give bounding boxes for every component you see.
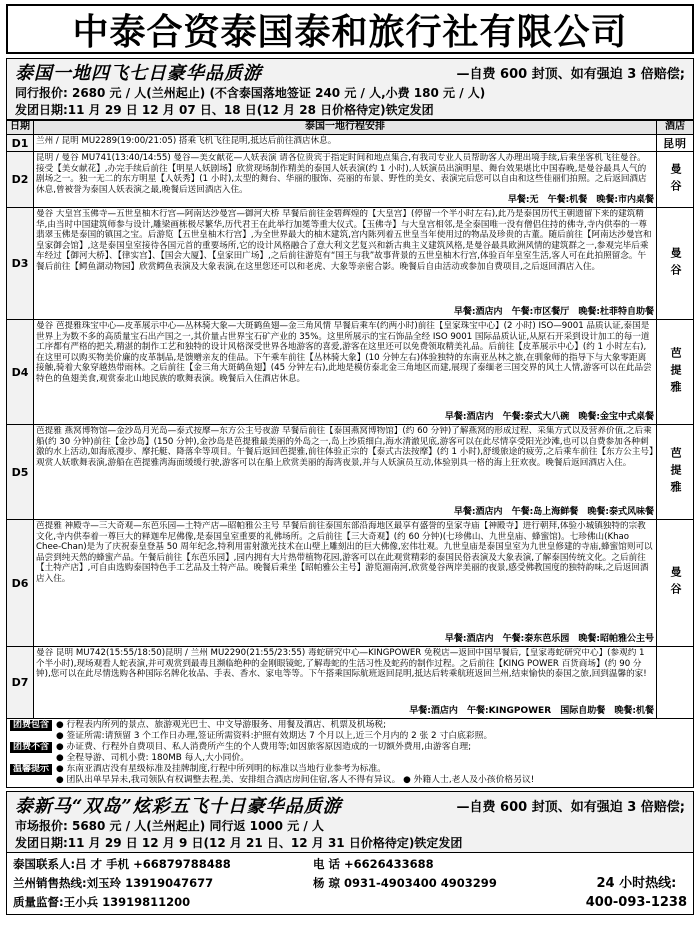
day-text: 芭提雅 燕窝博物馆—金沙岛月光岛—泰式按摩—东方公主号夜游 早餐后前往【泰国燕窝博物馆】(约 60 分钟)了解燕窝的形成过程、采集方式以及营养价值,之后乘船(约 30 分钟)前往【金沙岛】(150 分钟),金沙岛是芭提雅最美丽的外岛之一,岛上沙质细白,海水清澈见底,游客可以在此尽情享受阳光沙滩,也可以自费参加各种刺激的水上活动,如海底漫步、摩托艇、降落伞等项目。午餐后返回芭提雅,前往体验正宗的【泰式古法按摩】(约 1 小时),舒缓旅途的疲劳,之后乘车前往【东方公主号】观赏人妖歌舞表演,游船在芭提雅湾海面缓缓行驶,游客可以在船上欣赏美丽的海湾夜景,并与人妖演员互动,体验别具一格的海上狂欢夜。晚餐后返回酒店入住。 xyxy=(36,426,654,468)
note-line: ● 签证所需:请预留 3 个工作日办理,签证所需资料:护照有效期达 7 个月以上,近三个月内的 2 张 2 寸白底彩照。 xyxy=(56,731,493,741)
day-content xyxy=(34,647,657,719)
hotline-number[interactable]: 400-093-1238 xyxy=(585,895,687,910)
price-line: 市场报价: 5680 元 / 人(兰州起止) 同行返 1000 元 / 人 xyxy=(15,819,324,833)
product-title: 泰国一地四飞七日豪华品质游 xyxy=(15,63,262,84)
day-label: D2 xyxy=(7,152,34,208)
day-text: 兰州 / 昆明 MU2289(19:00/21:05) 搭乘飞机飞往昆明,抵达后前往酒店休息。 xyxy=(36,136,337,146)
day-text: 芭提雅 神殿寺—三大奇观—东芭乐园—土特产店—昭帕雅公主号 早餐后前往泰国东部沿海地区最享有盛誉的皇家寺庙【神殿寺】进行朝拜,体验小城镇独特的宗教文化,寺内供奉着一尊巨大的释迦牟尼佛像,是泰国皇室重要的礼佛场所。之后前往【三大奇观】(约 60 分钟)(七珍佛山、九世皇庙、蜂蜜馆)。七珍佛山(Khao Chee-Chan)是为了庆祝泰皇登基 50 周年纪念,特利用雷射激光技术在山壁上雕刻出的巨大佛像,宏伟壮观。九世皇庙是泰国皇室为九世皇修建的寺庙,蜂蜜馆则可以品尝到纯天然的蜂蜜产品。午餐后前往【东芭乐园】,园内拥有大片热带植物花园,游客可以在此观赏精彩的泰国民俗表演及大象表演,了解泰国传统文化。之后前往【土特产店】,可自由选购泰国特色手工艺品及土特产品。晚餐后乘坐【昭帕雅公主号】游览湄南河,欣赏曼谷两岸美丽的夜景,感受佛教国度的独特韵味,之后返回酒店入住。 xyxy=(36,521,653,584)
day-hotel: 曼谷 xyxy=(657,520,694,647)
note-block xyxy=(10,764,690,786)
day-meals: 早餐:酒店内 午餐:泰东芭乐园 晚餐:昭帕雅公主号 xyxy=(444,634,654,644)
product-header-1 xyxy=(6,58,694,120)
day-text: 曼谷 芭提雅珠宝中心—皮革展示中心—丛林骑大象—大斑鹤鱼翅—金三角风情 早餐后乘车(约两小时)前往【皇家珠宝中心】(2 小时) ISO—9001 品质认证,泰国是世界上为数不多的高质量宝石出产国之一,其价量占世界宝石矿产业的 35%。这里所展示的宝石饰品全经 ISO 9001 国际品质认证,从原石开采到设计加工的每一道工序都有严格的把关,精湛的制作工艺和独特的设计风格深受世界各地游客的喜爱,游客在这里还可以免费领取精美礼品。后前往【皮革展示中心】(约 1 小时左右),在这里可以购买物美价廉的皮革制品,是馈赠亲友的佳品。下午乘车前往【丛林骑大象】(10 分钟左右)体验独特的东南亚丛林之旅,在驯象师的指导下与大象零距离接触,骑着大象穿越热带雨林。之后前往【金三角大斑鹤鱼翅】(45 分钟左右),此地是模仿泰北金三角地区而建,展现了泰缅老三国交界的风土人情,游客可以在此品尝特色的鱼翅美食,观赏泰北山地民族的歌舞表演。晚餐后入住酒店休息。 xyxy=(36,321,652,384)
day-content xyxy=(34,208,657,320)
note-block xyxy=(10,742,690,764)
dates-line: 发团日期:11 月 29 日 12 月 9 日(12 月 21 日、12 月 31 日价格待定)铁定发团 xyxy=(15,836,463,850)
lanzhou-hotline: 兰州销售热线:刘玉玲 13919047677 xyxy=(13,876,214,890)
day-hotel: 芭提雅 xyxy=(657,425,694,520)
note-line: ● 办证费、行程外自费项目、私人消费所产生的个人费用等;如因旅客原因造成的一切额外费用,由游客自理; xyxy=(56,742,472,752)
dates-line: 发团日期:11 月 29 日 12 月 07 日、18 日(12 月 28 日价格待定)铁定发团 xyxy=(15,103,434,117)
product-promo: —自费 600 封顶、如有强迫 3 倍赔偿; xyxy=(456,66,685,82)
day-hotel xyxy=(657,647,694,719)
day-content xyxy=(34,152,657,208)
day-label: D5 xyxy=(7,425,34,520)
note-line: ● 团队出单早异未,我司领队有权调整去程,美、安排组合酒店房间住宿,客人不得有异议。 ● 外籍人士,老人及小孩价格另议! xyxy=(56,775,535,785)
note-line: ● 东南亚酒店没有星级标准及挂牌制度,行程中所列明的标准以当地行业参考为标准。 xyxy=(56,764,386,774)
note-block xyxy=(10,720,690,742)
day-content xyxy=(34,425,657,520)
day-meals: 早餐:酒店内 午餐:市区餐厅 晚餐:杜菲特自助餐 xyxy=(453,307,654,317)
day-text: 曼谷 昆明 MU742(15:55/18:50)昆明 / 兰州 MU2290(21:55/23:55) 毒蛇研究中心—KINGPOWER 免税店—返回中国早餐后,【皇家毒蛇研究中心】(参观约 1 个半小时),现场观看人蛇表演,并可观赏到最毒且濒临绝种的金刚眼镜蛇,了解毒蛇的生活习性及蛇药的制作过程。之后前往【KING POWER 百货商场】(约 90 分钟),您可以在此尽情选购各种国际名牌化妆品、手表、香水、家电等等。下午搭乘国际航班返回昆明,抵达后转乘航班返回兰州,结束愉快的泰国之旅,回到温馨的家! xyxy=(36,648,647,679)
day-hotel: 芭提雅 xyxy=(657,320,694,425)
contact-section xyxy=(6,853,694,915)
day-label: D3 xyxy=(7,208,34,320)
day-meals: 早餐:酒店内 午餐:KINGPOWER 国际自助餐 晚餐:机餐 xyxy=(409,706,654,716)
day-hotel: 曼谷 xyxy=(657,152,694,208)
day-hotel: 昆明 xyxy=(657,135,694,152)
day-text: 昆明 / 曼谷 MU741(13:40/14:55) 曼谷—美女献花—人妖表演 请各位贵宾于指定时间和地点集合,有我司专业人员帮助客人办理出境手续,后乘坐客机飞往曼谷。接受【美女献花】,办完手续后前往【明星人妖剧场】欣赏现场制作精美的泰国人妖表演(约 1 小时),人妖演员出演明星、舞台效果堪比中国春晚,是曼谷最具人气的剧场之一。独一无二的东方明星【人妖秀】(1 小时),太型的舞台、华丽的服饰、亮丽的布景、野性的美女、表演完后您可以自由和这些佳丽们拍照。之后返回酒店休息,曾被誉为泰国人妖表演之最,晚餐后送回酒店入住。 xyxy=(36,153,647,195)
day-meals: 早餐:无 午餐:机餐 晚餐:市内桌餐 xyxy=(507,195,654,205)
note-line: ● 全程导游、司机小费: 180MB 每人,大小同价。 xyxy=(56,753,250,763)
day-label: D7 xyxy=(7,647,34,719)
company-title: 中泰合资泰国泰和旅行社有限公司 xyxy=(6,4,694,54)
notes-section xyxy=(6,719,694,788)
itinerary-table xyxy=(6,120,694,719)
note-line: ● 行程表内所列的景点、旅游观光巴士、中文导游服务、用餐及酒店、机票及机场税; xyxy=(56,720,387,730)
day-label: D6 xyxy=(7,520,34,647)
product-title: 泰新马“双岛”炫彩五飞十日豪华品质游 xyxy=(15,796,342,817)
day-label: D1 xyxy=(7,135,34,152)
note-label: 温馨提示 xyxy=(10,764,52,775)
product-header-2 xyxy=(6,791,694,853)
thai-contact: 泰国联系人:吕 才 手机 +66879788488 xyxy=(13,857,231,871)
supervisor: 质量监督:王小兵 13919811200 xyxy=(13,895,191,909)
day-content xyxy=(34,320,657,425)
hotline-block xyxy=(586,874,687,912)
day-text: 曼谷 大皇宫玉佛寺—五世皇柚木行宫—阿南达沙曼宫—御河大桥 早餐后前往金碧辉煌的【大皇宫】(停留一个半小时左右),此乃是泰国历代王朝遗留下来的建筑精华,由当时中国建筑师参与设计,雕梁画栋极尽繁华,历代君王在此举行加冕等重大仪式。【玉佛寺】与大皇宫相邻,是全泰国唯一没有僧侣住持的佛寺,寺内供奉的一尊翡翠玉佛是泰国的镇国之宝。后游览【五世皇柚木行宫】,为全世界最大的柚木建筑,宫内陈列着五世皇当年使用过的物品及珍贵的古董。随后前往【阿南达沙曼宫和皇家御会馆】,这是泰国皇室接待各国元首的重要场所,它的设计风格融合了意大利文艺复兴和新古典主义建筑风格,是曼谷最具欧洲风情的建筑群之一,参观完毕后乘车经过【御河大桥】、【律实宫】、【国会大厦】、【皇家田广场】,之后前往游览有“国王与我”故事背景的五世皇柚木行宫,体验百年皇室生活,客人可在此拍照留念。午餐后前往【鳄鱼湖动物园】欣赏鳄鱼表演及大象表演,在这里您还可以和老虎、大象等亲密合影。晚餐后自由活动或参加自费项目,之后返回酒店入住。 xyxy=(36,209,652,272)
header-itinerary: 泰国一地行程安排 xyxy=(34,121,657,135)
day-label: D4 xyxy=(7,320,34,425)
day-content xyxy=(34,520,657,647)
product-promo: —自费 600 封顶、如有强迫 3 倍赔偿; xyxy=(456,799,685,815)
note-label: 团费不含 xyxy=(10,742,52,753)
note-label: 团费包含 xyxy=(10,720,52,731)
price-line: 同行报价: 2680 元 / 人(兰州起止) (不含泰国落地签证 240 元 / 人,小费 180 元 / 人) xyxy=(15,86,486,100)
hotline-label: 24 小时热线: xyxy=(596,876,677,891)
yang-phone: 杨 琼 0931-4903400 4903299 xyxy=(313,876,497,890)
header-date: 日期 xyxy=(7,121,34,135)
header-hotel: 酒店 xyxy=(657,121,694,135)
day-hotel: 曼谷 xyxy=(657,208,694,320)
day-meals: 早餐:酒店内 午餐:泰式大八碗 晚餐:金宝中式桌餐 xyxy=(444,412,654,422)
thai-phone: 电 话 +6626433688 xyxy=(313,857,434,871)
day-content xyxy=(34,135,657,152)
day-meals: 早餐:酒店内 午餐:岛上海鲜餐 晚餐:泰式风味餐 xyxy=(453,507,654,517)
